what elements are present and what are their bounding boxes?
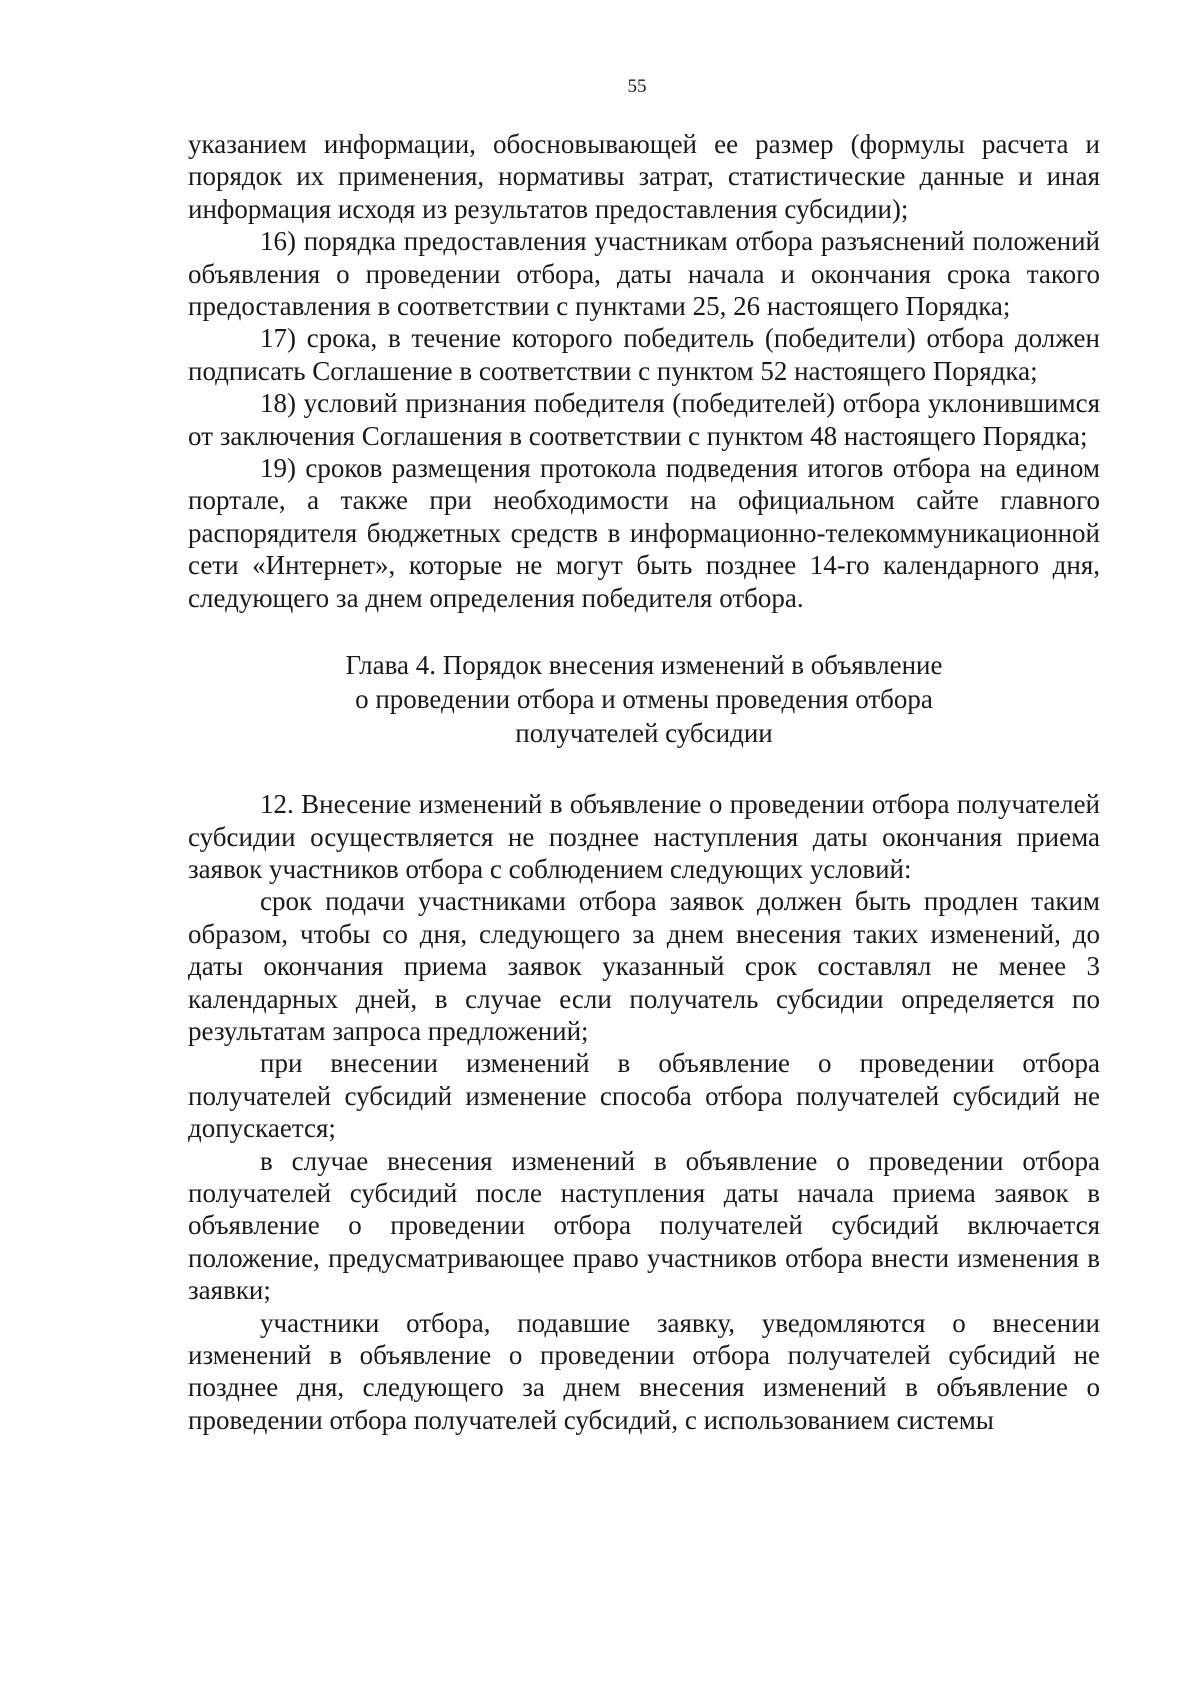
clause-paragraph: срок подачи участниками отбора заявок должен быть продлен таким образом, чтобы со дня, следующего за днем внесения таких изменений, до даты окончания приема заявок указанный срок составлял не менее 3 календарных дней, в случае если получатель субсидии определяется по результатам запроса предложений; [188, 886, 1100, 1046]
list-item-16: 16) порядка предоставления участникам отбора разъяснений положений объявления о проведении отбора, даты начала и окончания срока такого предоставления в соответствии с пунктами 25, 26 настоящего Порядка; [188, 226, 1100, 322]
chapter-heading [188, 648, 1100, 750]
paragraph-continuation: указанием информации, обосновывающей ее размер (формулы расчета и порядок их применения, нормативы затрат, статистические данные и иная информация исходя из результатов предоставления субсидии); [188, 129, 1100, 224]
list-item-18: 18) условий признания победителя (победителей) отбора уклонившимся от заключения Соглашения в соответствии с пунктом 48 настоящего Порядка; [188, 388, 1100, 451]
list-item-19: 19) сроков размещения протокола подведения итогов отбора на едином портале, а также при необходимости на официальном сайте главного распорядителя бюджетных средств в информационно-телекоммуникационной сети «Интернет», которые не могут быть позднее 14-го календарного дня, следующего за днем определения победителя отбора. [188, 453, 1100, 613]
chapter-heading-line: Глава 4. Порядок внесения изменений в объявление [345, 650, 943, 681]
list-item-17: 17) срока, в течение которого победитель (победители) отбора должен подписать Соглашение в соответствии с пунктом 52 настоящего Порядка; [188, 323, 1100, 386]
document-body [188, 128, 1100, 1436]
chapter-heading-line: получателей субсидии [515, 718, 773, 749]
clause-paragraph: в случае внесения изменений в объявление о проведении отбора получателей субсидий после наступления даты начала приема заявок в объявление о проведении отбора получателей субсидий включается положение, предусматривающее право участников отбора внести изменения в заявки; [188, 1145, 1100, 1306]
page-number: 55 [627, 76, 647, 97]
clause-12: 12. Внесение изменений в объявление о проведении отбора получателей субсидии осуществляется не позднее наступления даты окончания приема заявок участников отбора с соблюдением следующих условий: [188, 789, 1100, 884]
clause-paragraph: при внесении изменений в объявление о проведении отбора получателей субсидий изменение способа отбора получателей субсидий не допускается; [188, 1048, 1100, 1144]
chapter-heading-line: о проведении отбора и отмены проведения отбора [355, 684, 933, 715]
clause-paragraph: участники отбора, подавшие заявку, уведомляются о внесении изменений в объявление о проведении отбора получателей субсидий не позднее дня, следующего за днем внесения изменений в объявление о проведении отбора получателей субсидий, с использованием системы [188, 1307, 1100, 1435]
